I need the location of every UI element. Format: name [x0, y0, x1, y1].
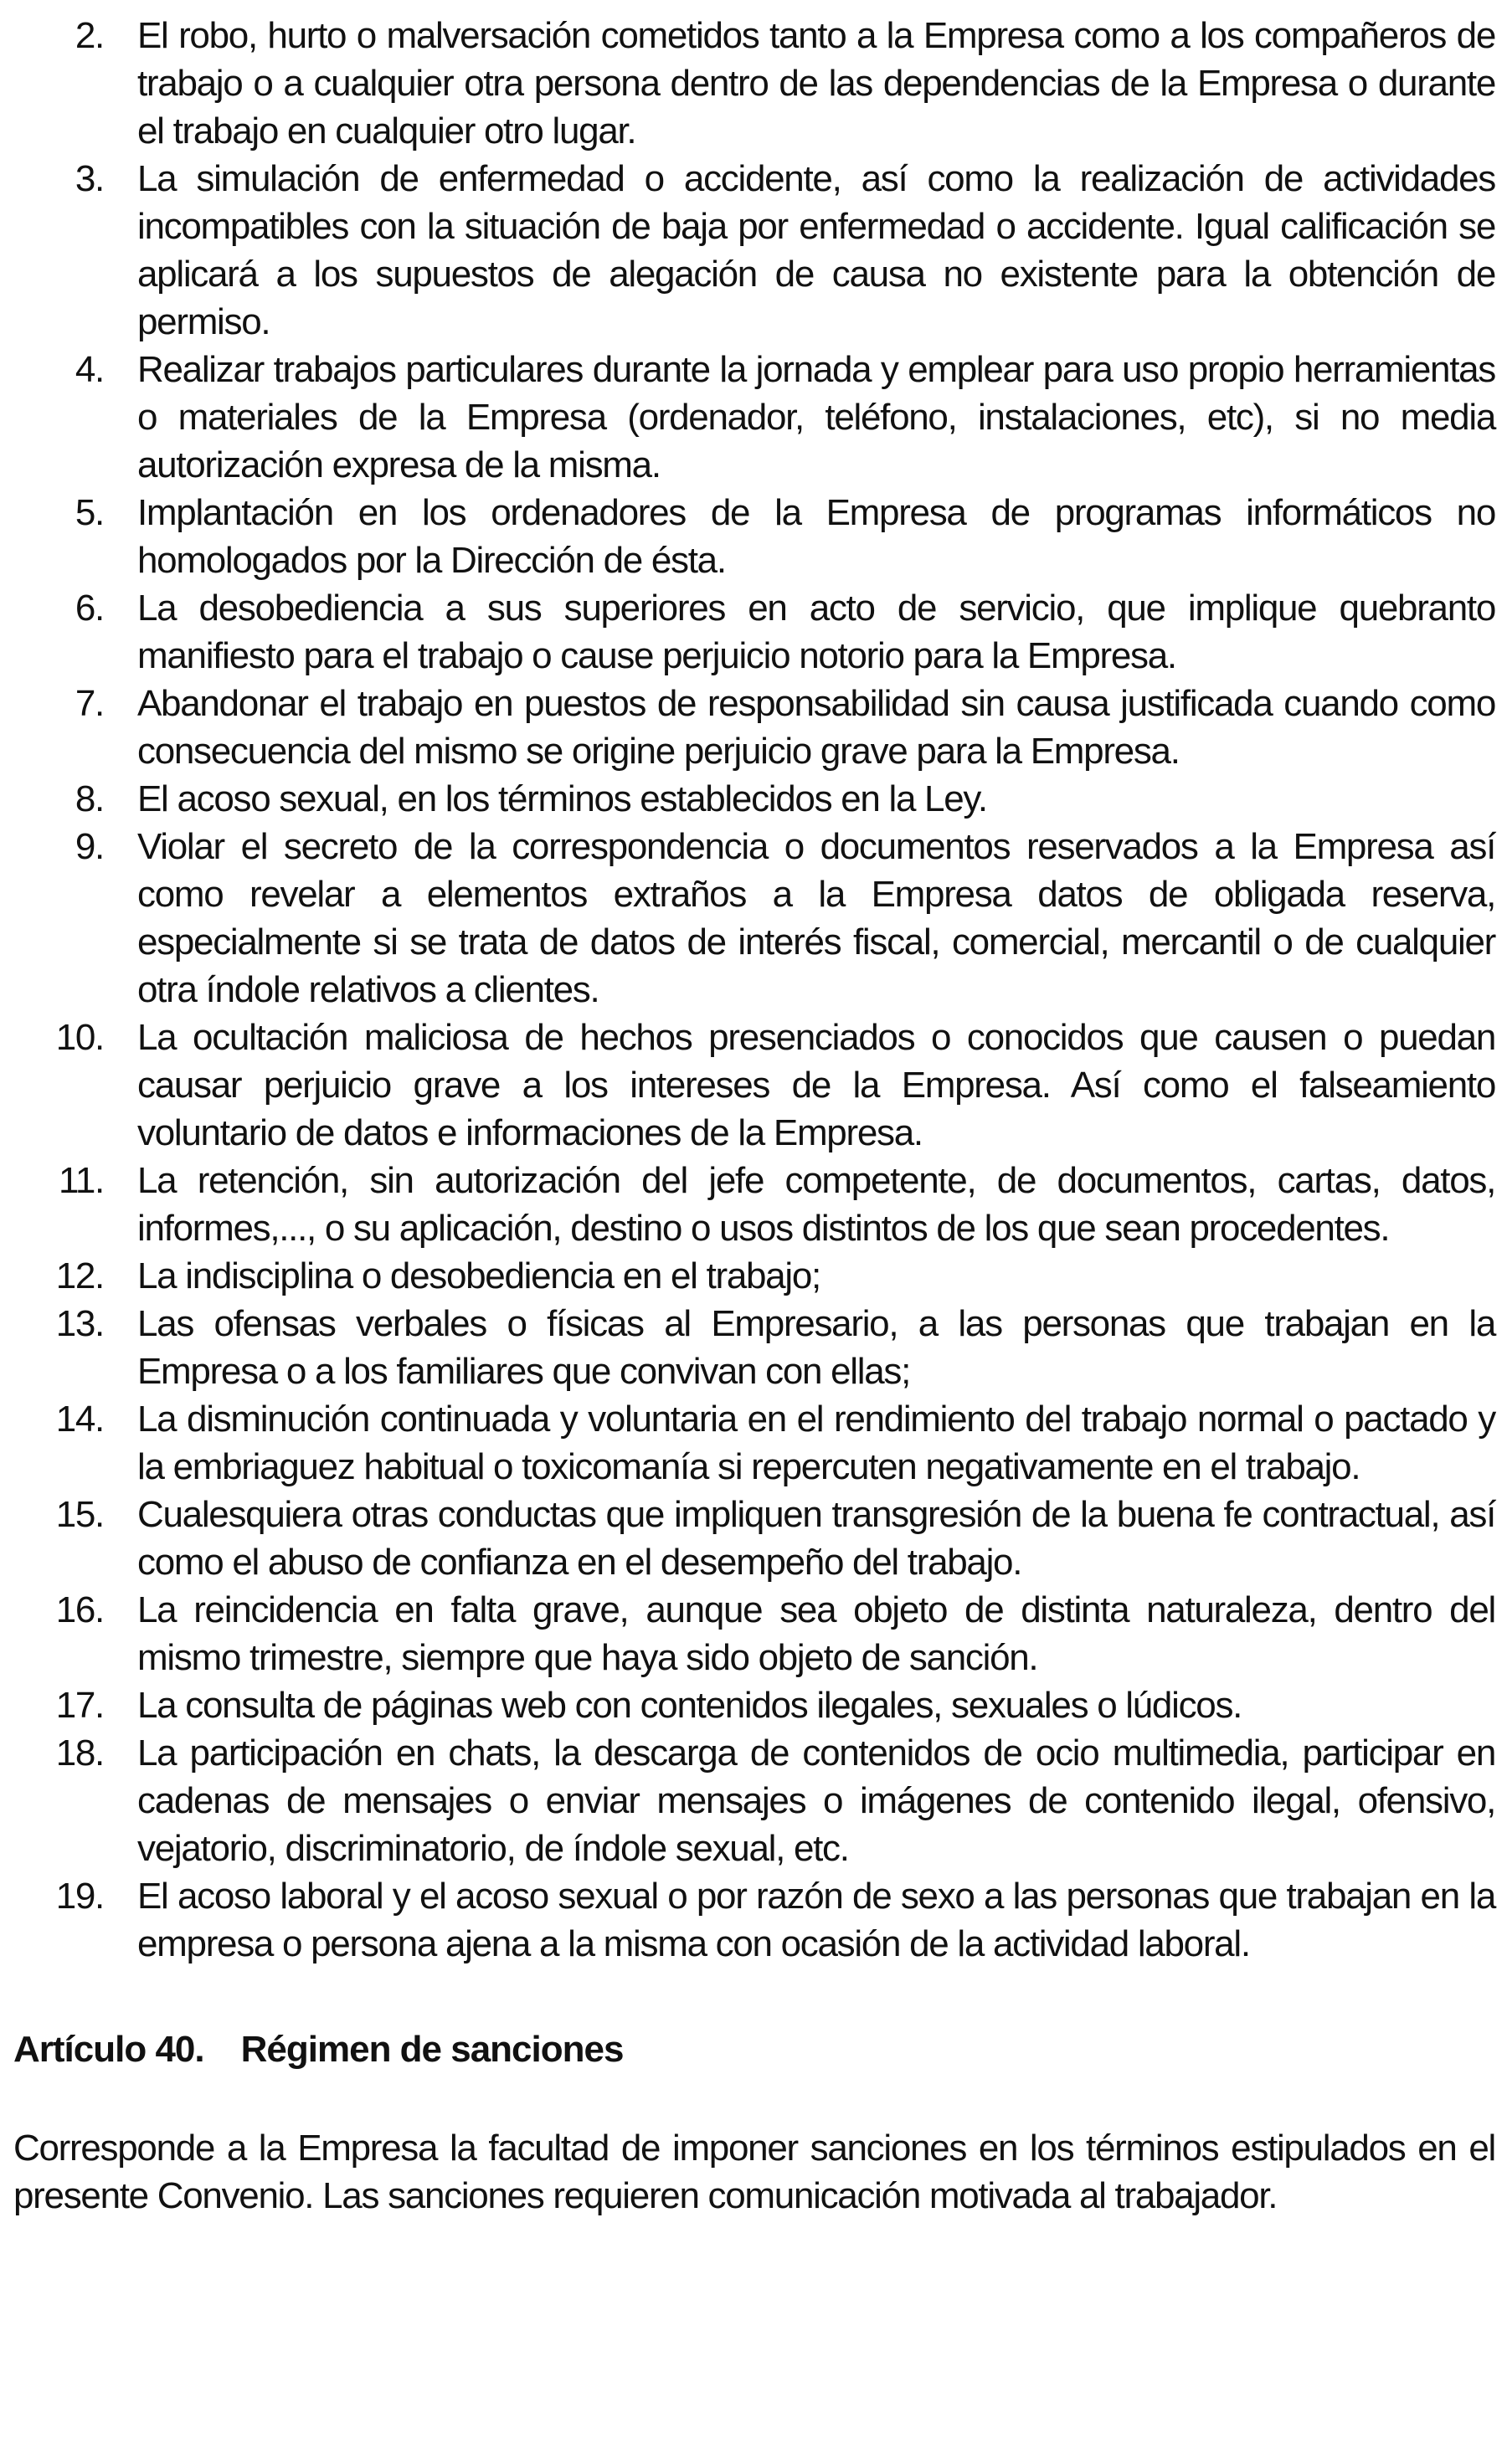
list-item — [13, 584, 1495, 680]
list-item-number: 14. — [55, 1399, 104, 1440]
list-item-text: Las ofensas verbales o físicas al Empresario, a las personas que trabajan en la Empresa o a los familiares que convivan con ellas; — [137, 1303, 1495, 1392]
list-item-number: 11. — [58, 1160, 104, 1201]
list-item-number: 13. — [55, 1303, 104, 1344]
list-item — [13, 1252, 1495, 1300]
list-item — [13, 823, 1495, 1014]
list-item-number: 2. — [75, 15, 104, 56]
list-item-text: Implantación en los ordenadores de la Empresa de programas informáticos no homologados por la Dirección de ésta. — [137, 492, 1495, 581]
list-item-number: 4. — [75, 349, 104, 390]
list-item — [13, 1681, 1495, 1729]
list-item-number: 12. — [55, 1255, 104, 1296]
list-item — [13, 12, 1495, 155]
list-item-number: 17. — [55, 1685, 104, 1726]
list-item-number: 3. — [75, 158, 104, 199]
list-item — [13, 155, 1495, 346]
list-item-number: 19. — [55, 1876, 104, 1917]
list-item-text: La retención, sin autorización del jefe competente, de documentos, cartas, datos, informes,..., o su aplicación, destino o usos distintos de los que sean procedentes. — [137, 1160, 1495, 1249]
list-item — [13, 1729, 1495, 1872]
list-item — [13, 346, 1495, 489]
list-item-text: El acoso laboral y el acoso sexual o por razón de sexo a las personas que trabajan en la empresa o persona ajena a la misma con ocasión de la actividad laboral. — [137, 1876, 1495, 1964]
list-item-number: 10. — [55, 1017, 104, 1058]
list-item-text: El robo, hurto o malversación cometidos tanto a la Empresa como a los compañeros de trabajo o a cualquier otra persona dentro de las dependencias de la Empresa o durante el trabajo en cualquier otro lugar. — [137, 15, 1495, 151]
list-item-text: La disminución continuada y voluntaria en el rendimiento del trabajo normal o pactado y la embriaguez habitual o toxicomanía si repercuten negativamente en el trabajo. — [137, 1399, 1495, 1487]
article-heading — [13, 2025, 623, 2073]
list-item-number: 8. — [75, 778, 104, 819]
list-item — [13, 1872, 1495, 1968]
list-item-text: Abandonar el trabajo en puestos de responsabilidad sin causa justificada cuando como consecuencia del mismo se origine perjuicio grave para la Empresa. — [137, 683, 1495, 772]
list-item-number: 9. — [75, 826, 104, 867]
list-item-number: 15. — [55, 1494, 104, 1535]
list-item — [13, 1491, 1495, 1586]
list-item-text: Realizar trabajos particulares durante la jornada y emplear para uso propio herramientas o materiales de la Empresa (ordenador, teléfono, instalaciones, etc), si no media autorización expresa de la misma. — [137, 349, 1495, 485]
list-item-text: El acoso sexual, en los términos establecidos en la Ley. — [137, 778, 987, 819]
list-item — [13, 1586, 1495, 1681]
list-item — [13, 1395, 1495, 1491]
list-item — [13, 680, 1495, 775]
list-item-number: 18. — [55, 1732, 104, 1774]
list-item-text: Cualesquiera otras conductas que impliquen transgresión de la buena fe contractual, así como el abuso de confianza en el desempeño del trabajo. — [137, 1494, 1495, 1583]
list-item-text: La participación en chats, la descarga de contenidos de ocio multimedia, participar en cadenas de mensajes o enviar mensajes o imágenes de contenido ilegal, ofensivo, vejatorio, discriminatorio, de índole sexual, etc. — [137, 1732, 1495, 1869]
list-item — [13, 775, 1495, 823]
list-item — [13, 1014, 1495, 1157]
list-item-number: 5. — [75, 492, 104, 533]
list-item-text: La reincidencia en falta grave, aunque sea objeto de distinta naturaleza, dentro del mismo trimestre, siempre que haya sido objeto de sanción. — [137, 1589, 1495, 1678]
offense-list — [13, 12, 1495, 1968]
list-item-text: La desobediencia a sus superiores en acto de servicio, que implique quebranto manifiesto para el trabajo o cause perjuicio notorio para la Empresa. — [137, 588, 1495, 676]
list-item-text: La ocultación maliciosa de hechos presenciados o conocidos que causen o puedan causar perjuicio grave a los intereses de la Empresa. Así como el falseamiento voluntario de datos e informaciones de la Empresa. — [137, 1017, 1495, 1153]
list-item-number: 16. — [55, 1589, 104, 1630]
list-item-number: 6. — [75, 588, 104, 629]
article-number: Artículo 40. — [13, 2029, 204, 2070]
list-item — [13, 1157, 1495, 1252]
article-body: Corresponde a la Empresa la facultad de imponer sanciones en los términos estipulados en el presente Convenio. Las sanciones requieren comunicación motivada al trabajador. — [13, 2128, 1495, 2216]
list-item — [13, 1300, 1495, 1395]
list-item-text: La indisciplina o desobediencia en el trabajo; — [137, 1255, 820, 1296]
list-item-text: Violar el secreto de la correspondencia o documentos reservados a la Empresa así como revelar a elementos extraños a la Empresa datos de obligada reserva, especialmente si se trata de datos de interés fiscal, comercial, mercantil o de cualquier otra índole relativos a clientes. — [137, 826, 1495, 1010]
article-title: Régimen de sanciones — [240, 2029, 624, 2070]
list-item-text: La consulta de páginas web con contenidos ilegales, sexuales o lúdicos. — [137, 1685, 1242, 1726]
list-item — [13, 489, 1495, 584]
list-item-text: La simulación de enfermedad o accidente, así como la realización de actividades incompatibles con la situación de baja por enfermedad o accidente. Igual calificación se aplicará a los supuestos de alegación de causa no existente para la obtención de permiso. — [137, 158, 1495, 342]
list-item-number: 7. — [75, 683, 104, 724]
